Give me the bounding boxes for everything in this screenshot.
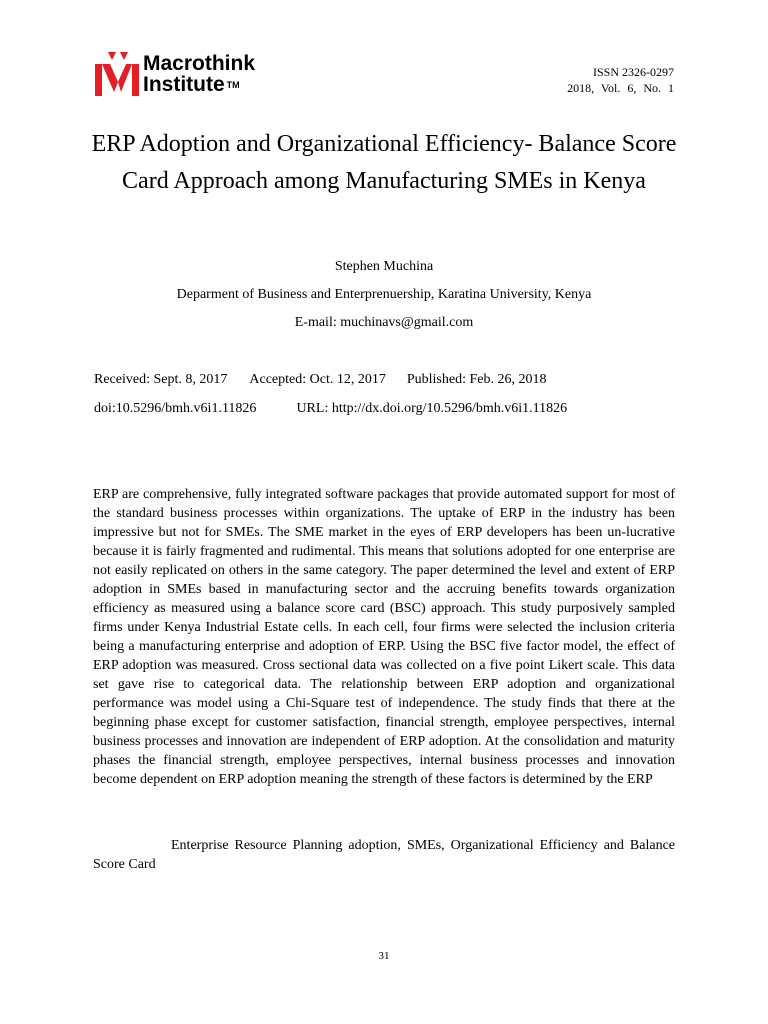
author-email: E-mail: muchinavs@gmail.com [294,315,474,330]
keywords-text: Enterprise Resource Planning adoption, SMEs, Organizational Efficiency and Balance Score Card [93,838,675,872]
volume-issue: 2018, Vol. 6, No. 1 [567,81,674,95]
trademark-symbol: TM [226,80,240,90]
article-title: ERP Adoption and Organizational Efficiency- Balance Score Card Approach among Manufacturing SMEs in Kenya [91,131,677,194]
logo-line-2 [143,74,255,95]
author-name: Stephen Muchina [334,259,434,274]
issn: ISSN 2326-0297 [592,65,674,79]
doi-url-line [94,400,567,418]
doi: doi:10.5296/bmh.v6i1.11826 [94,401,257,416]
published-date: Published: Feb. 26, 2018 [406,372,547,387]
accepted-date: Accepted: Oct. 12, 2017 [249,372,386,387]
article-url[interactable]: URL: http://dx.doi.org/10.5296/bmh.v6i1.11826 [296,401,568,416]
page-number: 31 [378,950,390,962]
macrothink-m-logo-icon [94,52,140,96]
publication-dates [94,371,546,389]
author-affiliation: Deparment of Business and Enterprenuership, Karatina University, Kenya [176,287,592,302]
received-date: Received: Sept. 8, 2017 [94,372,228,387]
journal-info [567,64,674,96]
publisher-logo [94,52,304,96]
logo-line-2-text: Institute [143,73,225,96]
logo-line-1: Macrothink [143,52,256,75]
publisher-logo-text [143,53,255,95]
abstract-text: ERP are comprehensive, fully integrated software packages that provide automated support for most of the standard business processes within organizations. The uptake of ERP in the industry has been impressive but not for SMEs. The SME market in the eyes of ERP developers has been un-lucrative because it is fairly fragmented and rudimental. This means that solutions adopted for one enterprise are not easily replicated on others in the same category. The paper determined the level and extent of ERP adoption in SMEs based in manufacturing sector and the accruing benefits towards organization efficiency as measured using a balance score card (BSC) approach. This study purposively sampled firms under Kenya Industrial Estate cells. In each cell, four firms were selected the inclusion criteria being a manufacturing enterprise and adoption of ERP. Using the BSC five factor model, the effect of ERP adoption was measured. Cross sectional data was collected on a five point Likert scale. This data set gave rise to categorical data. The relationship between ERP adoption and organizational performance was model using a Chi-Square test of independence. The study finds that there at the beginning phase except for customer satisfaction, financial strength, employee perspectives, internal business processes and innovation are independent of ERP adoption. At the consolidation and maturity phases the financial strength, employee perspectives, internal business processes and innovation become dependent on ERP adoption meaning the strength of these factors is determined by the ERP [93,487,675,787]
